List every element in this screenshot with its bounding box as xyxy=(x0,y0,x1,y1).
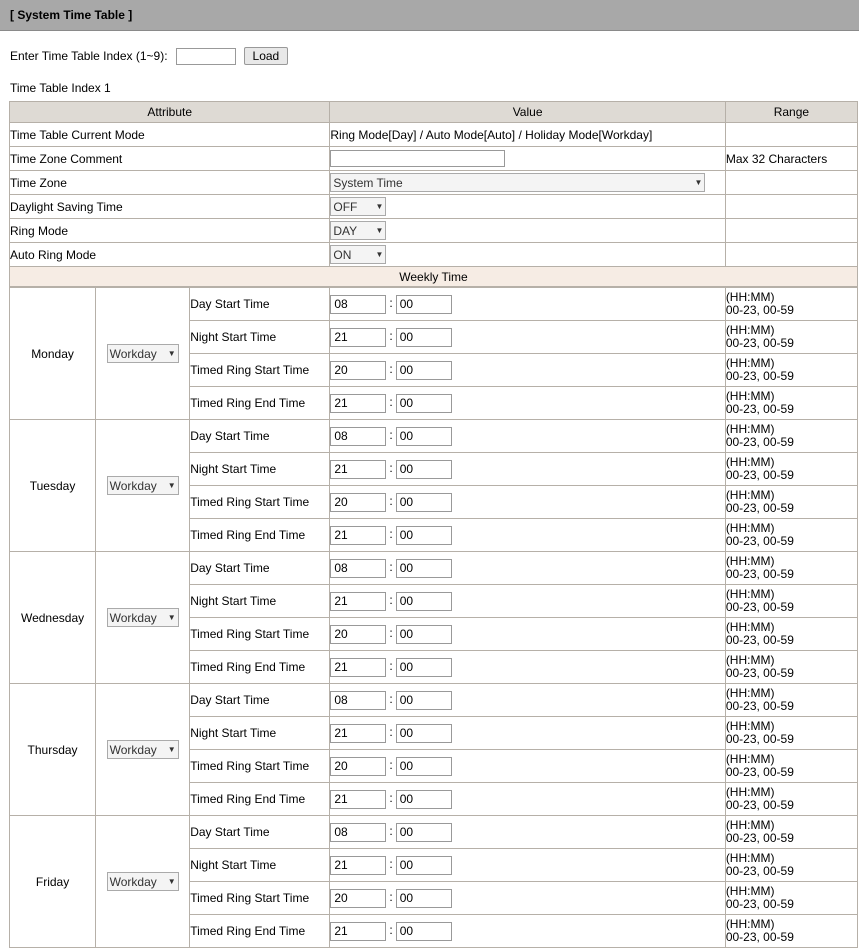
colon-separator: : xyxy=(389,692,393,707)
hour-input[interactable] xyxy=(330,328,386,347)
range-bounds-line: 00-23, 00-59 xyxy=(725,303,794,317)
value-ring-mode xyxy=(330,219,725,243)
table-row xyxy=(10,816,858,849)
table-row xyxy=(10,195,858,219)
time-value-cell xyxy=(330,816,725,849)
day-mode-cell-tuesday xyxy=(96,420,190,552)
time-value-cell xyxy=(330,486,725,519)
minute-input[interactable] xyxy=(396,526,452,545)
time-range-hint xyxy=(725,519,857,552)
value-time-zone xyxy=(330,171,725,195)
value-current-mode: Ring Mode[Day] / Auto Mode[Auto] / Holiday Mode[Workday] xyxy=(330,123,725,147)
day-mode-select-value: Workday xyxy=(109,346,157,361)
time-zone-select[interactable] xyxy=(330,173,705,192)
day-name-wednesday: Wednesday xyxy=(10,552,96,684)
colon-separator: : xyxy=(389,626,393,641)
chevron-down-icon: ▼ xyxy=(167,481,176,490)
weekly-time-section-row xyxy=(10,267,858,287)
range-bounds-line: 00-23, 00-59 xyxy=(725,501,794,515)
hour-input[interactable] xyxy=(330,856,386,875)
day-mode-select-value: Workday xyxy=(109,874,157,889)
slot-label: Timed Ring Start Time xyxy=(190,486,330,519)
minute-input[interactable] xyxy=(396,493,452,512)
header-value: Value xyxy=(330,102,725,123)
minute-input[interactable] xyxy=(396,427,452,446)
colon-separator: : xyxy=(389,758,393,773)
time-value-cell xyxy=(330,519,725,552)
colon-separator: : xyxy=(389,890,393,905)
range-format-line: (HH:MM) xyxy=(725,521,775,535)
load-button[interactable]: Load xyxy=(244,47,289,65)
time-value-cell xyxy=(330,585,725,618)
range-bounds-line: 00-23, 00-59 xyxy=(725,864,794,878)
range-format-line: (HH:MM) xyxy=(725,818,775,832)
minute-input[interactable] xyxy=(396,658,452,677)
colon-separator: : xyxy=(389,560,393,575)
attr-time-zone: Time Zone xyxy=(10,171,330,195)
header-attribute: Attribute xyxy=(10,102,330,123)
range-format-line: (HH:MM) xyxy=(725,488,775,502)
slot-label: Timed Ring End Time xyxy=(190,387,330,420)
range-format-line: (HH:MM) xyxy=(725,884,775,898)
chevron-down-icon: ▼ xyxy=(167,745,176,754)
range-format-line: (HH:MM) xyxy=(725,917,775,931)
slot-label: Timed Ring End Time xyxy=(190,651,330,684)
ring-mode-select-value: DAY xyxy=(333,223,358,238)
value-auto-ring-mode xyxy=(330,243,725,267)
minute-input[interactable] xyxy=(396,724,452,743)
time-value-cell xyxy=(330,618,725,651)
range-bounds-line: 00-23, 00-59 xyxy=(725,930,794,944)
day-mode-select-thursday[interactable] xyxy=(107,740,179,759)
time-range-hint xyxy=(725,354,857,387)
range-format-line: (HH:MM) xyxy=(725,653,775,667)
time-value-cell xyxy=(330,750,725,783)
day-name-tuesday: Tuesday xyxy=(10,420,96,552)
minute-input[interactable] xyxy=(396,295,452,314)
time-value-cell xyxy=(330,354,725,387)
attr-auto-ring-mode: Auto Ring Mode xyxy=(10,243,330,267)
slot-label: Day Start Time xyxy=(190,684,330,717)
range-bounds-line: 00-23, 00-59 xyxy=(725,831,794,845)
attr-time-zone-comment: Time Zone Comment xyxy=(10,147,330,171)
range-bounds-line: 00-23, 00-59 xyxy=(725,402,794,416)
minute-input[interactable] xyxy=(396,922,452,941)
hour-input[interactable] xyxy=(330,823,386,842)
time-value-cell xyxy=(330,684,725,717)
range-bounds-line: 00-23, 00-59 xyxy=(725,534,794,548)
header-range: Range xyxy=(725,102,857,123)
hour-input[interactable] xyxy=(330,559,386,578)
minute-input[interactable] xyxy=(396,856,452,875)
time-range-hint xyxy=(725,882,857,915)
colon-separator: : xyxy=(389,494,393,509)
day-mode-select-wednesday[interactable] xyxy=(107,608,179,627)
minute-input[interactable] xyxy=(396,889,452,908)
colon-separator: : xyxy=(389,659,393,674)
range-bounds-line: 00-23, 00-59 xyxy=(725,336,794,350)
day-mode-cell-monday xyxy=(96,288,190,420)
weekly-time-table xyxy=(9,287,858,948)
colon-separator: : xyxy=(389,791,393,806)
minute-input[interactable] xyxy=(396,790,452,809)
attr-current-mode: Time Table Current Mode xyxy=(10,123,330,147)
time-zone-select-value: System Time xyxy=(333,175,403,190)
time-range-hint xyxy=(725,651,857,684)
chevron-down-icon: ▼ xyxy=(694,178,703,187)
time-range-hint xyxy=(725,420,857,453)
time-value-cell xyxy=(330,717,725,750)
minute-input[interactable] xyxy=(396,460,452,479)
chevron-down-icon: ▼ xyxy=(167,613,176,622)
slot-label: Day Start Time xyxy=(190,420,330,453)
time-value-cell xyxy=(330,849,725,882)
hour-input[interactable] xyxy=(330,361,386,380)
colon-separator: : xyxy=(389,329,393,344)
slot-label: Day Start Time xyxy=(190,816,330,849)
hour-input[interactable] xyxy=(330,526,386,545)
range-format-line: (HH:MM) xyxy=(725,455,775,469)
hour-input[interactable] xyxy=(330,493,386,512)
range-format-line: (HH:MM) xyxy=(725,686,775,700)
daylight-saving-select[interactable] xyxy=(330,197,386,216)
range-bounds-line: 00-23, 00-59 xyxy=(725,732,794,746)
time-range-hint xyxy=(725,684,857,717)
range-bounds-line: 00-23, 00-59 xyxy=(725,798,794,812)
auto-ring-mode-select[interactable] xyxy=(330,245,386,264)
hour-input[interactable] xyxy=(330,295,386,314)
colon-separator: : xyxy=(389,593,393,608)
range-bounds-line: 00-23, 00-59 xyxy=(725,666,794,680)
time-range-hint xyxy=(725,915,857,948)
day-name-friday: Friday xyxy=(10,816,96,948)
range-format-line: (HH:MM) xyxy=(725,752,775,766)
colon-separator: : xyxy=(389,461,393,476)
time-value-cell xyxy=(330,915,725,948)
range-format-line: (HH:MM) xyxy=(725,587,775,601)
time-value-cell xyxy=(330,321,725,354)
range-bounds-line: 00-23, 00-59 xyxy=(725,699,794,713)
hour-input[interactable] xyxy=(330,922,386,941)
time-range-hint xyxy=(725,783,857,816)
slot-label: Timed Ring Start Time xyxy=(190,750,330,783)
time-value-cell xyxy=(330,420,725,453)
index-input-label: Enter Time Table Index (1~9): xyxy=(10,49,168,63)
minute-input[interactable] xyxy=(396,394,452,413)
range-bounds-line: 00-23, 00-59 xyxy=(725,567,794,581)
slot-label: Timed Ring Start Time xyxy=(190,354,330,387)
range-format-line: (HH:MM) xyxy=(725,719,775,733)
range-bounds-line: 00-23, 00-59 xyxy=(725,633,794,647)
range-bounds-line: 00-23, 00-59 xyxy=(725,369,794,383)
range-bounds-line: 00-23, 00-59 xyxy=(725,765,794,779)
slot-label: Night Start Time xyxy=(190,849,330,882)
colon-separator: : xyxy=(389,725,393,740)
range-bounds-line: 00-23, 00-59 xyxy=(725,600,794,614)
slot-label: Timed Ring Start Time xyxy=(190,882,330,915)
time-table-index-bar xyxy=(0,31,859,69)
time-range-hint xyxy=(725,750,857,783)
time-table-index-input[interactable] xyxy=(176,48,236,65)
time-range-hint xyxy=(725,849,857,882)
attr-daylight-saving-time: Daylight Saving Time xyxy=(10,195,330,219)
slot-label: Night Start Time xyxy=(190,717,330,750)
chevron-down-icon: ▼ xyxy=(167,877,176,886)
chevron-down-icon: ▼ xyxy=(375,226,384,235)
table-row xyxy=(10,552,858,585)
table-row xyxy=(10,219,858,243)
weekly-time-title: Weekly Time xyxy=(10,267,858,287)
day-mode-select-value: Workday xyxy=(109,742,157,757)
window-titlebar xyxy=(0,0,859,31)
time-range-hint xyxy=(725,288,857,321)
attr-ring-mode: Ring Mode xyxy=(10,219,330,243)
chevron-down-icon: ▼ xyxy=(375,250,384,259)
hour-input[interactable] xyxy=(330,790,386,809)
time-range-hint xyxy=(725,321,857,354)
table-header-row xyxy=(10,102,858,123)
day-mode-select-monday[interactable] xyxy=(107,344,179,363)
time-range-hint xyxy=(725,618,857,651)
ring-mode-select[interactable] xyxy=(330,221,386,240)
hour-input[interactable] xyxy=(330,394,386,413)
slot-label: Night Start Time xyxy=(190,585,330,618)
time-range-hint xyxy=(725,486,857,519)
value-time-zone-comment xyxy=(330,147,725,171)
time-value-cell xyxy=(330,552,725,585)
minute-input[interactable] xyxy=(396,823,452,842)
hour-input[interactable] xyxy=(330,625,386,644)
day-mode-select-friday[interactable] xyxy=(107,872,179,891)
hour-input[interactable] xyxy=(330,757,386,776)
value-daylight-saving-time xyxy=(330,195,725,219)
range-format-line: (HH:MM) xyxy=(725,323,775,337)
time-value-cell xyxy=(330,453,725,486)
time-table-index-caption: Time Table Index 1 xyxy=(10,81,111,95)
time-value-cell xyxy=(330,882,725,915)
day-name-thursday: Thursday xyxy=(10,684,96,816)
hour-input[interactable] xyxy=(330,724,386,743)
range-ring-mode xyxy=(725,219,857,243)
minute-input[interactable] xyxy=(396,328,452,347)
time-range-hint xyxy=(725,717,857,750)
system-time-table xyxy=(9,101,858,287)
range-time-zone-comment: Max 32 Characters xyxy=(725,147,857,171)
minute-input[interactable] xyxy=(396,592,452,611)
chevron-down-icon: ▼ xyxy=(167,349,176,358)
colon-separator: : xyxy=(389,395,393,410)
slot-label: Timed Ring End Time xyxy=(190,519,330,552)
table-row xyxy=(10,147,858,171)
day-mode-cell-thursday xyxy=(96,684,190,816)
range-bounds-line: 00-23, 00-59 xyxy=(725,468,794,482)
colon-separator: : xyxy=(389,923,393,938)
table-row xyxy=(10,243,858,267)
slot-label: Day Start Time xyxy=(190,552,330,585)
hour-input[interactable] xyxy=(330,460,386,479)
slot-label: Timed Ring End Time xyxy=(190,783,330,816)
colon-separator: : xyxy=(389,362,393,377)
day-mode-cell-friday xyxy=(96,816,190,948)
day-mode-select-value: Workday xyxy=(109,478,157,493)
time-range-hint xyxy=(725,585,857,618)
time-value-cell xyxy=(330,651,725,684)
slot-label: Night Start Time xyxy=(190,453,330,486)
minute-input[interactable] xyxy=(396,361,452,380)
day-mode-select-tuesday[interactable] xyxy=(107,476,179,495)
range-format-line: (HH:MM) xyxy=(725,422,775,436)
table-row xyxy=(10,123,858,147)
minute-input[interactable] xyxy=(396,559,452,578)
time-value-cell xyxy=(330,288,725,321)
time-value-cell xyxy=(330,783,725,816)
range-format-line: (HH:MM) xyxy=(725,554,775,568)
range-auto-ring-mode xyxy=(725,243,857,267)
time-range-hint xyxy=(725,387,857,420)
range-bounds-line: 00-23, 00-59 xyxy=(725,435,794,449)
time-range-hint xyxy=(725,453,857,486)
time-value-cell xyxy=(330,387,725,420)
range-current-mode xyxy=(725,123,857,147)
table-row xyxy=(10,288,858,321)
chevron-down-icon: ▼ xyxy=(375,202,384,211)
hour-input[interactable] xyxy=(330,889,386,908)
colon-separator: : xyxy=(389,428,393,443)
time-range-hint xyxy=(725,816,857,849)
hour-input[interactable] xyxy=(330,427,386,446)
range-daylight-saving-time xyxy=(725,195,857,219)
range-format-line: (HH:MM) xyxy=(725,356,775,370)
day-name-monday: Monday xyxy=(10,288,96,420)
slot-label: Day Start Time xyxy=(190,288,330,321)
time-range-hint xyxy=(725,552,857,585)
colon-separator: : xyxy=(389,857,393,872)
slot-label: Timed Ring End Time xyxy=(190,915,330,948)
colon-separator: : xyxy=(389,824,393,839)
hour-input[interactable] xyxy=(330,592,386,611)
hour-input[interactable] xyxy=(330,658,386,677)
day-mode-select-value: Workday xyxy=(109,610,157,625)
range-time-zone xyxy=(725,171,857,195)
auto-ring-mode-select-value: ON xyxy=(333,247,352,262)
daylight-saving-select-value: OFF xyxy=(333,199,358,214)
range-format-line: (HH:MM) xyxy=(725,785,775,799)
minute-input[interactable] xyxy=(396,757,452,776)
day-mode-cell-wednesday xyxy=(96,552,190,684)
range-format-line: (HH:MM) xyxy=(725,851,775,865)
page-title: [ System Time Table ] xyxy=(10,8,133,22)
table-row xyxy=(10,420,858,453)
slot-label: Timed Ring Start Time xyxy=(190,618,330,651)
slot-label: Night Start Time xyxy=(190,321,330,354)
colon-separator: : xyxy=(389,527,393,542)
range-format-line: (HH:MM) xyxy=(725,620,775,634)
range-format-line: (HH:MM) xyxy=(725,290,775,304)
colon-separator: : xyxy=(389,296,393,311)
minute-input[interactable] xyxy=(396,625,452,644)
time-zone-comment-input[interactable] xyxy=(330,150,505,167)
table-row xyxy=(10,171,858,195)
minute-input[interactable] xyxy=(396,691,452,710)
hour-input[interactable] xyxy=(330,691,386,710)
table-row xyxy=(10,684,858,717)
range-format-line: (HH:MM) xyxy=(725,389,775,403)
range-bounds-line: 00-23, 00-59 xyxy=(725,897,794,911)
